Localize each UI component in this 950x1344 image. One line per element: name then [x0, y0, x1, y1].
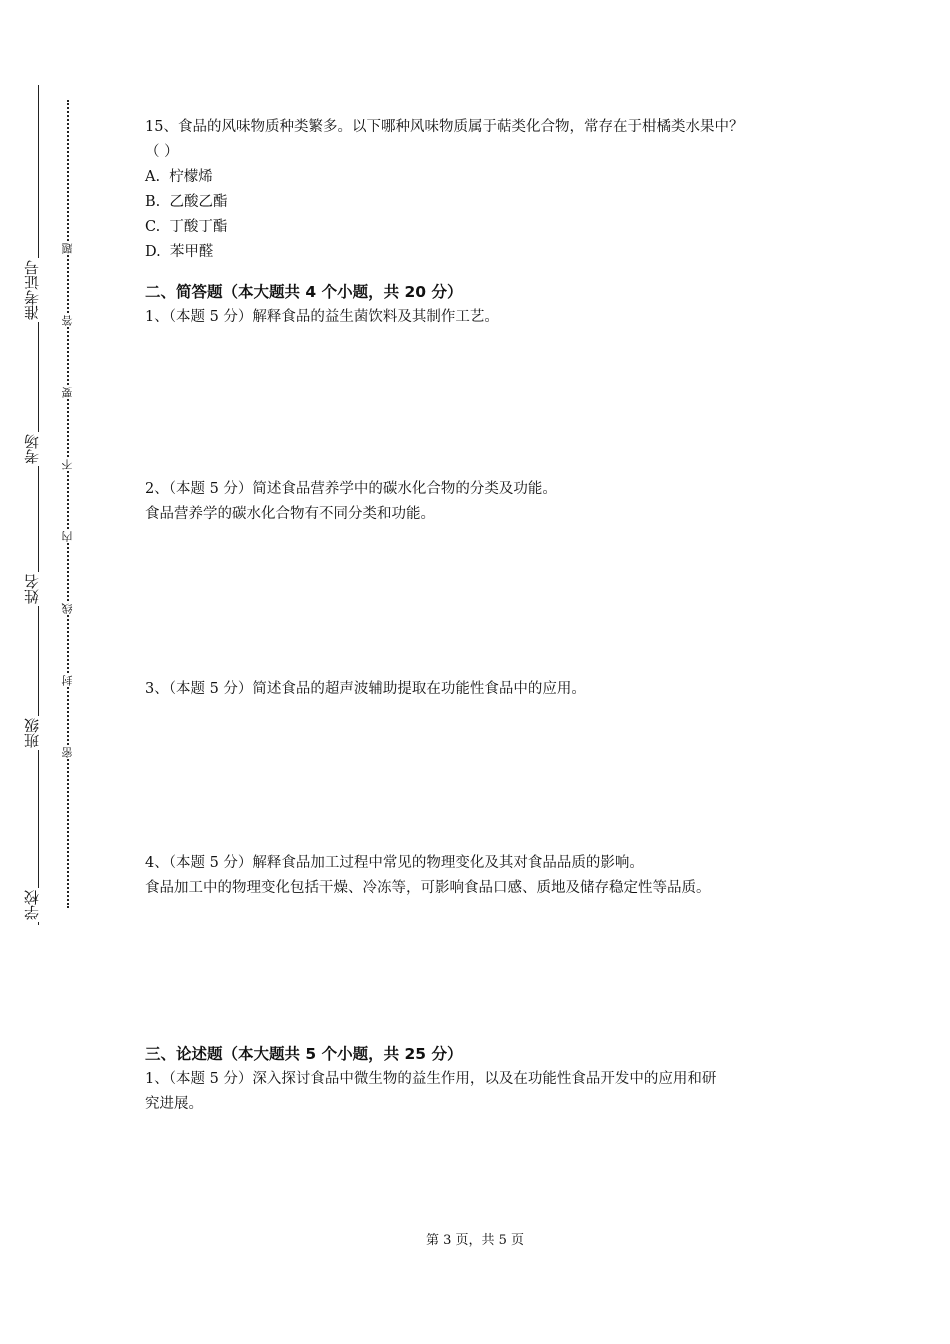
exam-id-label: 准考证号	[20, 258, 44, 322]
exam-content	[145, 115, 825, 1117]
seal-dotted-line	[67, 100, 69, 908]
short-answer-q3	[145, 677, 825, 851]
question-text: 2、（本题 5 分）简述食品营养学中的碳水化合物的分类及功能。	[145, 481, 557, 497]
option-d: D. 苯甲醛	[145, 244, 214, 260]
school-label: 学校	[20, 888, 44, 922]
seal-word-feng: 封	[61, 675, 74, 686]
page-number: 第 3 页，共 5 页	[425, 1233, 525, 1248]
section-2-title: 二、简答题（本大题共 4 个小题，共 20 分）	[145, 283, 463, 301]
seal-word-mi: 密	[61, 747, 74, 758]
answer-text: 食品营养学的碳水化合物有不同分类和功能。	[145, 506, 435, 522]
exam-room-label: 考场	[20, 432, 44, 466]
question-text: 3、（本题 5 分）简述食品的超声波辅助提取在功能性食品中的应用。	[145, 681, 586, 697]
essay-q1	[145, 1067, 825, 1117]
class-label: 班级	[20, 716, 44, 750]
answer-bracket: （ ）	[145, 144, 179, 160]
section-3-title: 三、论述题（本大题共 5 个小题，共 25 分）	[145, 1045, 463, 1063]
binding-strip	[0, 0, 110, 1344]
question-text-line2: 究进展。	[145, 1096, 203, 1112]
seal-word-yao: 要	[61, 387, 74, 398]
mcq-question-15	[145, 115, 825, 265]
answer-text: 食品加工中的物理变化包括干燥、冷冻等，可影响食品口感、质地及储存稳定性等品质。	[145, 880, 711, 896]
question-text: 4、（本题 5 分）解释食品加工过程中常见的物理变化及其对食品品质的影响。	[145, 855, 644, 871]
question-text-line1: 1、（本题 5 分）深入探讨食品中微生物的益生作用，以及在功能性食品开发中的应用和研	[145, 1071, 717, 1087]
short-answer-q2	[145, 477, 825, 677]
seal-word-da: 答	[61, 315, 74, 326]
short-answer-q4	[145, 851, 825, 1041]
option-a: A. 柠檬烯	[145, 169, 213, 185]
question-text: 1、（本题 5 分）解释食品的益生菌饮料及其制作工艺。	[145, 309, 499, 325]
question-stem: 15、食品的风味物质种类繁多。以下哪种风味物质属于萜类化合物，常存在于柑橘类水果中？	[145, 119, 744, 135]
option-b: B. 乙酸乙酯	[145, 194, 228, 210]
name-label: 姓名	[20, 572, 44, 606]
short-answer-q1	[145, 305, 825, 477]
seal-word-nei: 内	[61, 531, 74, 542]
seal-word-bu: 不	[61, 459, 74, 470]
student-info-line	[38, 85, 39, 925]
seal-word-xian: 线	[61, 603, 74, 614]
seal-word-ti: 题	[61, 243, 74, 254]
option-c: C. 丁酸丁酯	[145, 219, 228, 235]
